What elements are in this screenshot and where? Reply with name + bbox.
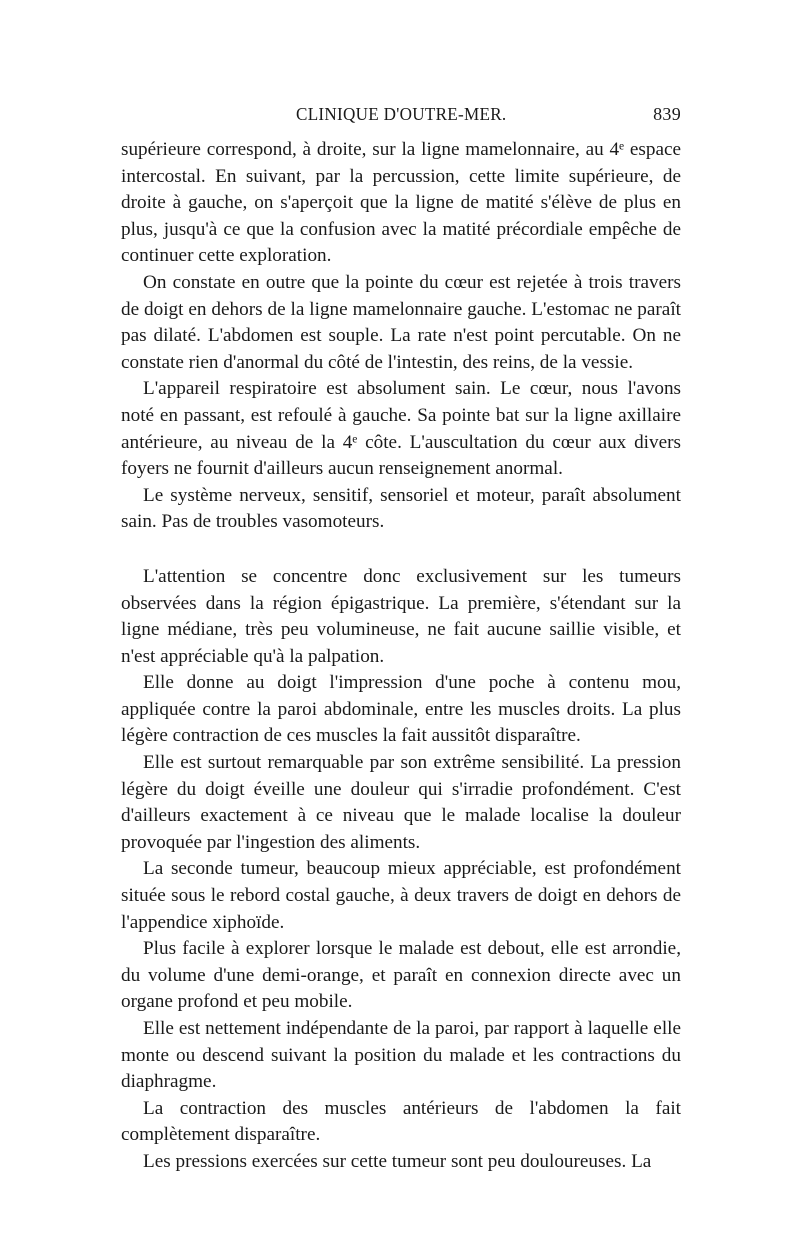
- paragraph: Plus facile à explorer lorsque le malade est debout, elle est arrondie, du volume d'une demi-orange, et paraît en connexion directe avec un organe profond et peu mobile.: [121, 938, 681, 1013]
- paragraph: Elle donne au doigt l'impression d'une poche à contenu mou, appliquée contre la paroi abdominale, entre les muscles droits. La plus légère contraction de ces muscles la fait aussitôt disparaître.: [121, 672, 681, 747]
- running-head: [121, 100, 681, 130]
- paragraph: L'attention se concentre donc exclusivement sur les tumeurs observées dans la région épigastrique. La première, s'étendant sur la ligne médiane, très peu volumineuse, ne fait aucune saillie visible, et n'est appréciable qu'à la palpation.: [121, 565, 681, 667]
- paragraph: On constate en outre que la pointe du cœur est rejetée à trois travers de doigt en dehors de la ligne mamelonnaire gauche. L'estomac ne paraît pas dilaté. L'abdomen est souple. La rate n'est point percutable. On ne constate rien d'anormal du côté de l'intestin, des reins, de la vessie.: [121, 271, 681, 373]
- paragraph: supérieure correspond, à droite, sur la ligne mamelonnaire, au 4ᵉ espace intercostal. En suivant, par la percussion, cette limite supérieure, de droite à gauche, on s'aperçoit que la ligne de matité s'élève de plus en plus, jusqu'à ce que la confusion avec la matité précordiale empêche de continuer cette exploration.: [121, 139, 681, 267]
- paragraph: La seconde tumeur, beaucoup mieux appréciable, est profondément située sous le rebord costal gauche, à deux travers de doigt en dehors de l'appendice xiphoïde.: [121, 858, 681, 933]
- body-text: [121, 137, 681, 1176]
- section-break: [121, 536, 681, 564]
- running-title: CLINIQUE D'OUTRE-MER.: [296, 104, 507, 124]
- page-number: 839: [653, 104, 681, 124]
- book-page: [121, 100, 681, 1176]
- paragraph: Elle est surtout remarquable par son extrême sensibilité. La pression légère du doigt éveille une douleur qui s'irradie profondément. C'est d'ailleurs exactement à ce niveau que le malade localise la douleur provoquée par l'ingestion des aliments.: [121, 752, 681, 853]
- paragraph: L'appareil respiratoire est absolument sain. Le cœur, nous l'avons noté en passant, est refoulé à gauche. Sa pointe bat sur la ligne axillaire antérieure, au niveau de la 4ᵉ côte. L'auscultation du cœur aux divers foyers ne fournit d'ailleurs aucun renseignement anormal.: [121, 378, 681, 480]
- paragraph: La contraction des muscles antérieurs de l'abdomen la fait complètement disparaître.: [121, 1097, 681, 1146]
- paragraph: Elle est nettement indépendante de la paroi, par rapport à laquelle elle monte ou descend suivant la position du malade et les contractions du diaphragme.: [121, 1018, 681, 1093]
- paragraph: Les pressions exercées sur cette tumeur sont peu douloureuses. La: [143, 1150, 652, 1172]
- paragraph: Le système nerveux, sensitif, sensoriel et moteur, paraît absolument sain. Pas de troubles vasomoteurs.: [121, 484, 681, 533]
